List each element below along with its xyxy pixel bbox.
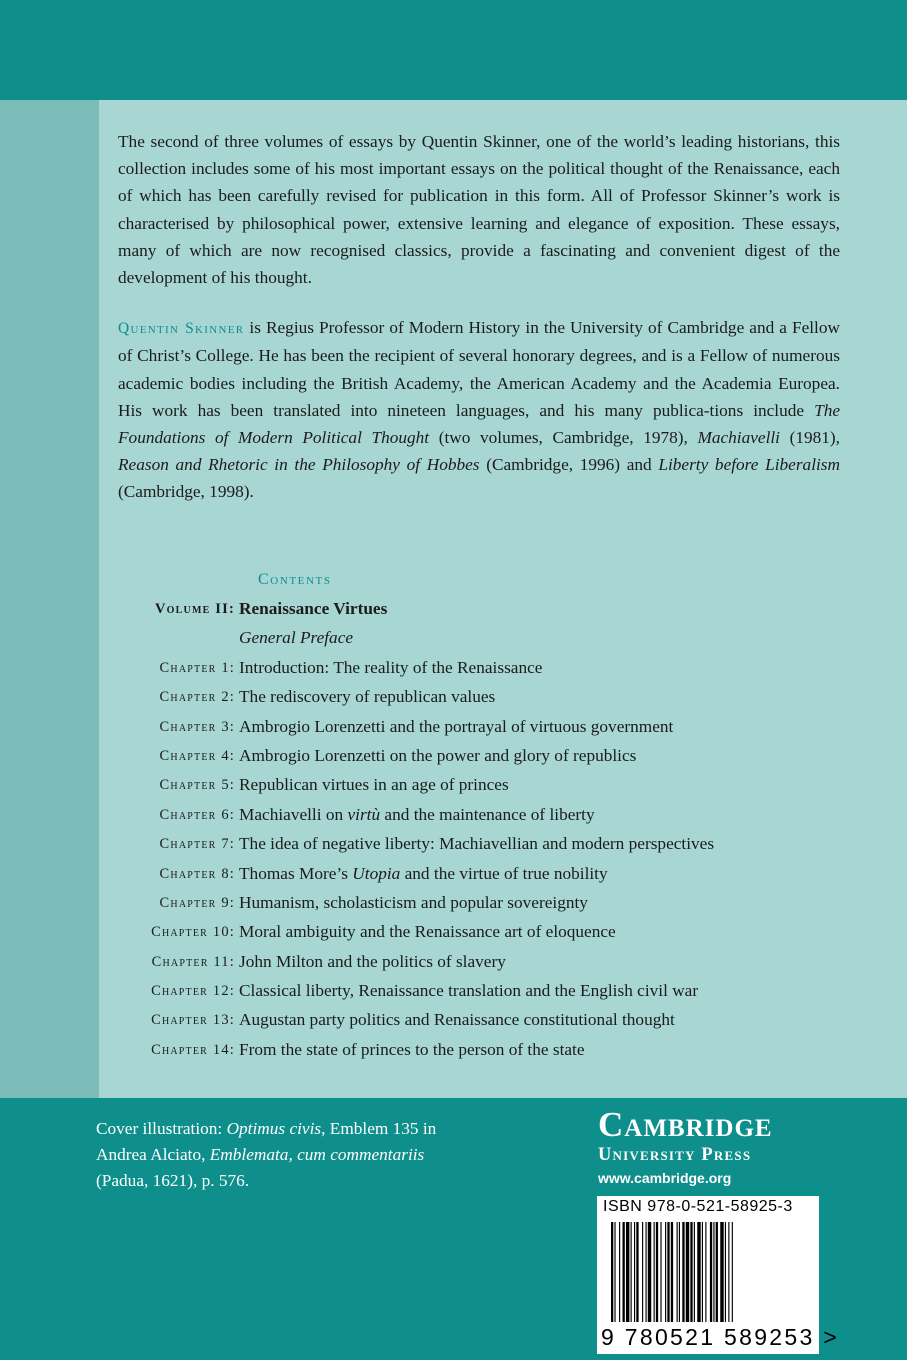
toc-chapter-row (118, 922, 840, 951)
chapter-label: Chapter 5: (159, 777, 235, 794)
chapter-title: The idea of negative liberty: Machiavellian and modern perspectives (239, 834, 715, 854)
toc-chapter-row (118, 981, 840, 1010)
bio-text-1: is Regius Professor of Modern History in the University of Cambridge and a Fellow of Christ’s College. He has been the recipient of several honorary degrees, and is a Fellow of numerous academic bodies including the British Academy, the American Academy and the Academia Europea. His work has been translated into nineteen languages, and his many publica-tions include (118, 318, 840, 420)
toc-chapter-row (118, 805, 840, 834)
chapter-title-part: and the maintenance of liberty (380, 804, 595, 824)
chapter-title: From the state of princes to the person of the state (239, 1039, 585, 1059)
chapter-title-part: Thomas More’s (239, 863, 353, 883)
chapter-label: Chapter 1: (159, 659, 235, 676)
toc-chapter-row (118, 864, 840, 893)
toc-volume-row (118, 599, 840, 628)
toc-chapter-row (118, 775, 840, 804)
publisher-logo (598, 1106, 773, 1186)
volume-title: Renaissance Virtues (239, 599, 388, 618)
volume-label: Volume II: (155, 601, 235, 617)
bio-book-2: Machiavelli (697, 428, 780, 448)
barcode-digits: 9 780521 589253 > (601, 1324, 839, 1350)
toc-chapter-row (118, 893, 840, 922)
toc-chapter-row (118, 687, 840, 716)
chapter-title: Ambrogio Lorenzetti on the power and glory of republics (239, 745, 637, 765)
author-name: Quentin Skinner (118, 320, 245, 338)
chapter-label: Chapter 4: (159, 747, 235, 764)
toc-chapter-row (118, 834, 840, 863)
isbn-barcode-box (597, 1196, 839, 1354)
bio-book-1: The Foundations of Modern Political Thought (118, 400, 840, 448)
bio-book-4: Liberty before Liberalism (658, 455, 841, 475)
chapter-title: Humanism, scholasticism and popular sovereignty (239, 892, 588, 912)
cover-illustration-credit (96, 1116, 476, 1194)
toc-preface-row (118, 628, 840, 657)
chapter-title-part: and the virtue of true nobility (400, 863, 608, 883)
chapter-label: Chapter 13: (151, 1012, 235, 1029)
toc-chapter-row (118, 1040, 840, 1069)
chapter-title: Classical liberty, Renaissance translation and the English civil war (239, 981, 699, 1001)
chapter-label: Chapter 6: (159, 806, 235, 823)
book-blurb: The second of three volumes of essays by Quentin Skinner, one of the world’s leading historians, this collection includes some of his most important essays on the political thought of the Renaissance, each of which has been carefully revised for publication in this form. All of Professor Skinner’s work is characterised by philosophical power, extensive learning and elegance of exposition. These essays, many of which are now recognised classics, provide a fascinating and convenient digest of the development of his thought. (118, 132, 840, 288)
chapter-title-part: Machiavelli on (239, 804, 348, 824)
credit-book: Emblemata, cum commentariis (209, 1145, 425, 1164)
credit-prefix: Cover illustration: (96, 1119, 227, 1138)
bio-text-3: (1981), (780, 428, 841, 448)
chapter-title: Republican virtues in an age of princes (239, 775, 509, 795)
table-of-contents (118, 599, 840, 1069)
back-cover-panel (99, 100, 907, 1098)
bio-text-4: (Cambridge, 1996) and (479, 455, 659, 475)
credit-work: Optimus civis (226, 1119, 322, 1138)
chapter-title (239, 864, 608, 884)
bio-text-2: (two volumes, Cambridge, 1978), (429, 428, 698, 448)
chapter-title: Moral ambiguity and the Renaissance art of eloquence (239, 922, 616, 942)
chapter-title: Augustan party politics and Renaissance constitutional thought (239, 1010, 675, 1030)
bottom-band (0, 1098, 907, 1360)
credit-suffix: (Padua, 1621), p. 576. (96, 1171, 250, 1190)
contents-heading: Contents (258, 571, 332, 588)
toc-chapter-row (118, 952, 840, 981)
chapter-label: Chapter 11: (151, 953, 235, 970)
chapter-label: Chapter 10: (151, 924, 235, 941)
toc-chapter-row (118, 746, 840, 775)
chapter-title: John Milton and the politics of slavery (239, 951, 506, 971)
chapter-title: The rediscovery of republican values (239, 687, 496, 707)
bio-book-3: Reason and Rhetoric in the Philosophy of Hobbes (118, 455, 480, 475)
publisher-name: Cambridge (598, 1105, 773, 1144)
chapter-label: Chapter 3: (159, 718, 235, 735)
chapter-title-italic: Utopia (352, 863, 401, 883)
bio-text-5: (Cambridge, 1998). (118, 482, 254, 502)
toc-chapter-row (118, 658, 840, 687)
chapter-title: Introduction: The reality of the Renaissance (239, 657, 543, 677)
author-bio (118, 314, 840, 505)
isbn-label: ISBN 978-0-521-58925-3 (603, 1198, 793, 1215)
credit-mid: , Emblem 135 in Andrea Alciato, (96, 1119, 437, 1164)
chapter-title (239, 805, 595, 825)
left-strip (0, 100, 99, 1098)
chapter-label: Chapter 8: (159, 865, 235, 882)
top-band (0, 0, 907, 100)
chapter-label: Chapter 9: (159, 894, 235, 911)
publisher-press: University Press (598, 1145, 752, 1165)
chapter-label: Chapter 12: (151, 983, 235, 1000)
chapter-label: Chapter 14: (151, 1041, 235, 1058)
toc-chapter-row (118, 717, 840, 746)
panel-content (118, 128, 841, 1059)
chapter-label: Chapter 2: (159, 689, 235, 706)
chapter-title-italic: virtù (347, 804, 381, 824)
barcode-icon (611, 1222, 809, 1322)
toc-chapter-row (118, 1010, 840, 1039)
chapter-title: Ambrogio Lorenzetti and the portrayal of virtuous government (239, 716, 674, 736)
preface-title: General Preface (239, 628, 354, 648)
chapter-label: Chapter 7: (159, 836, 235, 853)
publisher-url: www.cambridge.org (598, 1170, 732, 1186)
